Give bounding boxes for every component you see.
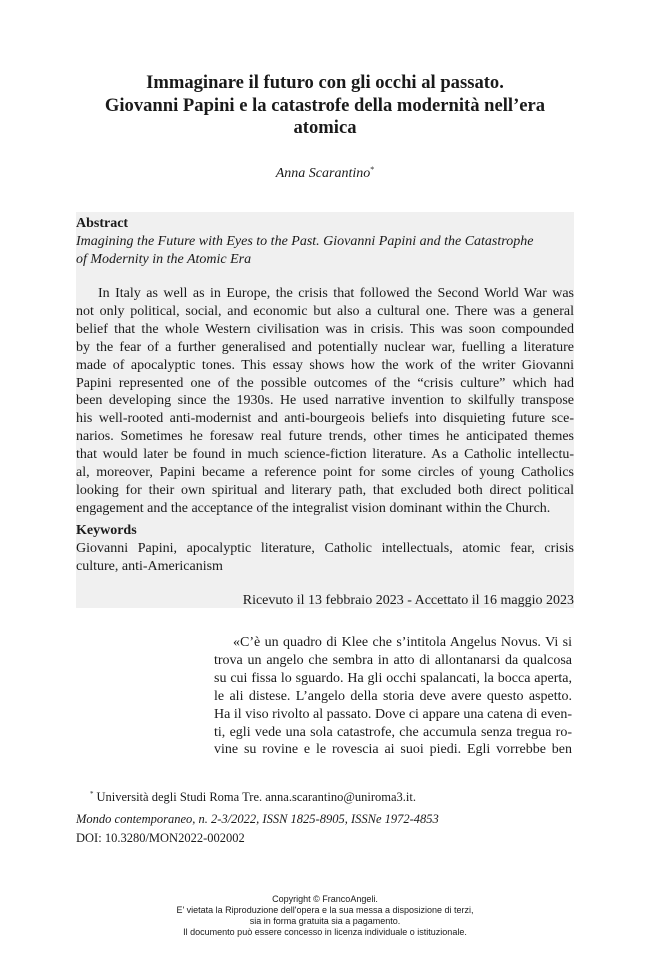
copyright-notice bbox=[0, 894, 650, 938]
title-line: atomica bbox=[293, 117, 357, 138]
quote-line: le ali distese. L’angelo della storia deve avere questo aspetto. bbox=[214, 688, 572, 704]
abstract-line: been developing since the 1930s. He used narrative invention to skilfully transpose bbox=[76, 393, 574, 409]
received-accepted-dates: Ricevuto il 13 febbraio 2023 - Accettato il 16 maggio 2023 bbox=[242, 593, 574, 608]
journal-citation: Mondo contemporaneo, n. 2-3/2022, ISSN 1825-8905, ISSNe 1972-4853 bbox=[76, 812, 439, 826]
quote-line: Ha il viso rivolto al passato. Dove ci appare una catena di even- bbox=[214, 706, 572, 722]
title-line: Giovanni Papini e la catastrofe della modernità nell’era bbox=[104, 94, 546, 116]
abstract-line: belief that the whole Western civilisation was in crisis. This was soon compounded bbox=[76, 321, 574, 337]
keywords-heading: Keywords bbox=[76, 523, 137, 538]
abstract-line: engagement and the acceptance of the integralist vision dominant within the Church. bbox=[76, 500, 551, 516]
abstract-line: not only political, social, and economic but also a cultural one. There was a general bbox=[76, 303, 574, 319]
quote-line: trova un angelo che sembra in atto di allontanarsi da qualcosa bbox=[214, 652, 572, 668]
abstract-line: In Italy as well as in Europe, the crisis that followed the Second World War was bbox=[98, 286, 574, 301]
footnote-text: Università degli Studi Roma Tre. anna.scarantino@uniroma3.it. bbox=[96, 790, 416, 804]
abstract-body bbox=[76, 285, 574, 518]
abstract-line: narios. Sometimes he foresaw real future trends, other times he anticipated themes bbox=[76, 429, 574, 445]
keywords-line: Giovanni Papini, apocalyptic literature, Catholic intellectuals, atomic fear, crisis bbox=[76, 541, 574, 556]
abstract-english-title bbox=[76, 233, 576, 269]
abstract-line: looking for their own spiritual and literary path, that excluded both direct political bbox=[76, 482, 574, 498]
quote-line: «C’è un quadro di Klee che s’intitola Angelus Novus. Vi si bbox=[233, 635, 572, 650]
abstract-subtitle-line: of Modernity in the Atomic Era bbox=[76, 252, 252, 267]
title-line: Immaginare il futuro con gli occhi al passato. bbox=[146, 72, 504, 93]
copyright-line: Il documento può essere concesso in licenza individuale o istituzionale. bbox=[183, 927, 467, 937]
epigraph-quote bbox=[214, 634, 572, 759]
keywords-line: culture, anti-Americanism bbox=[76, 558, 223, 574]
author-footnote-mark[interactable]: * bbox=[370, 165, 375, 174]
abstract-subtitle-line: Imagining the Future with Eyes to the Past. Giovanni Papini and the Catastrophe bbox=[76, 234, 534, 249]
abstract-line: by the fear of a further generalised and potentially nuclear war, fuelling a literature bbox=[76, 339, 574, 355]
abstract-line: made of apocalyptic tones. This essay shows how the work of the writer Giovanni bbox=[76, 357, 574, 373]
abstract-line: al, moreover, Papini became a reference point for some circles of young Catholics bbox=[76, 465, 574, 481]
copyright-line: E' vietata la Riproduzione dell'opera e la sua messa a disposizione di terzi, bbox=[176, 905, 474, 915]
author-affiliation-footnote bbox=[90, 786, 416, 805]
abstract-line: that would later be found in much science-fiction literature. As a Catholic intellectu- bbox=[76, 447, 574, 463]
doi-line[interactable]: DOI: 10.3280/MON2022-002002 bbox=[76, 831, 245, 845]
author-line bbox=[76, 161, 574, 182]
quote-line: vine su rovine e le rovescia ai suoi piedi. Egli vorrebbe ben bbox=[214, 742, 572, 758]
article-title bbox=[76, 72, 574, 140]
copyright-line: sia in forma gratuita sia a pagamento. bbox=[249, 916, 401, 926]
abstract-line: Papini represented one of the possible outcomes of the “crisis culture” which had bbox=[76, 375, 574, 391]
footnote-mark: * bbox=[90, 790, 94, 798]
keywords-list bbox=[76, 540, 574, 576]
quote-line: ti, egli vede una sola catastrofe, che accumula senza tregua ro- bbox=[214, 724, 572, 740]
copyright-line: Copyright © FrancoAngeli. bbox=[272, 894, 378, 904]
abstract-heading: Abstract bbox=[76, 216, 129, 231]
abstract-line: his well-rooted anti-modernist and anti-bourgeois beliefs into disquieting future sce- bbox=[76, 411, 574, 427]
quote-line: su cui fissa lo sguardo. Ha gli occhi spalancati, la bocca aperta, bbox=[214, 670, 572, 686]
author-name: Anna Scarantino bbox=[275, 166, 371, 181]
